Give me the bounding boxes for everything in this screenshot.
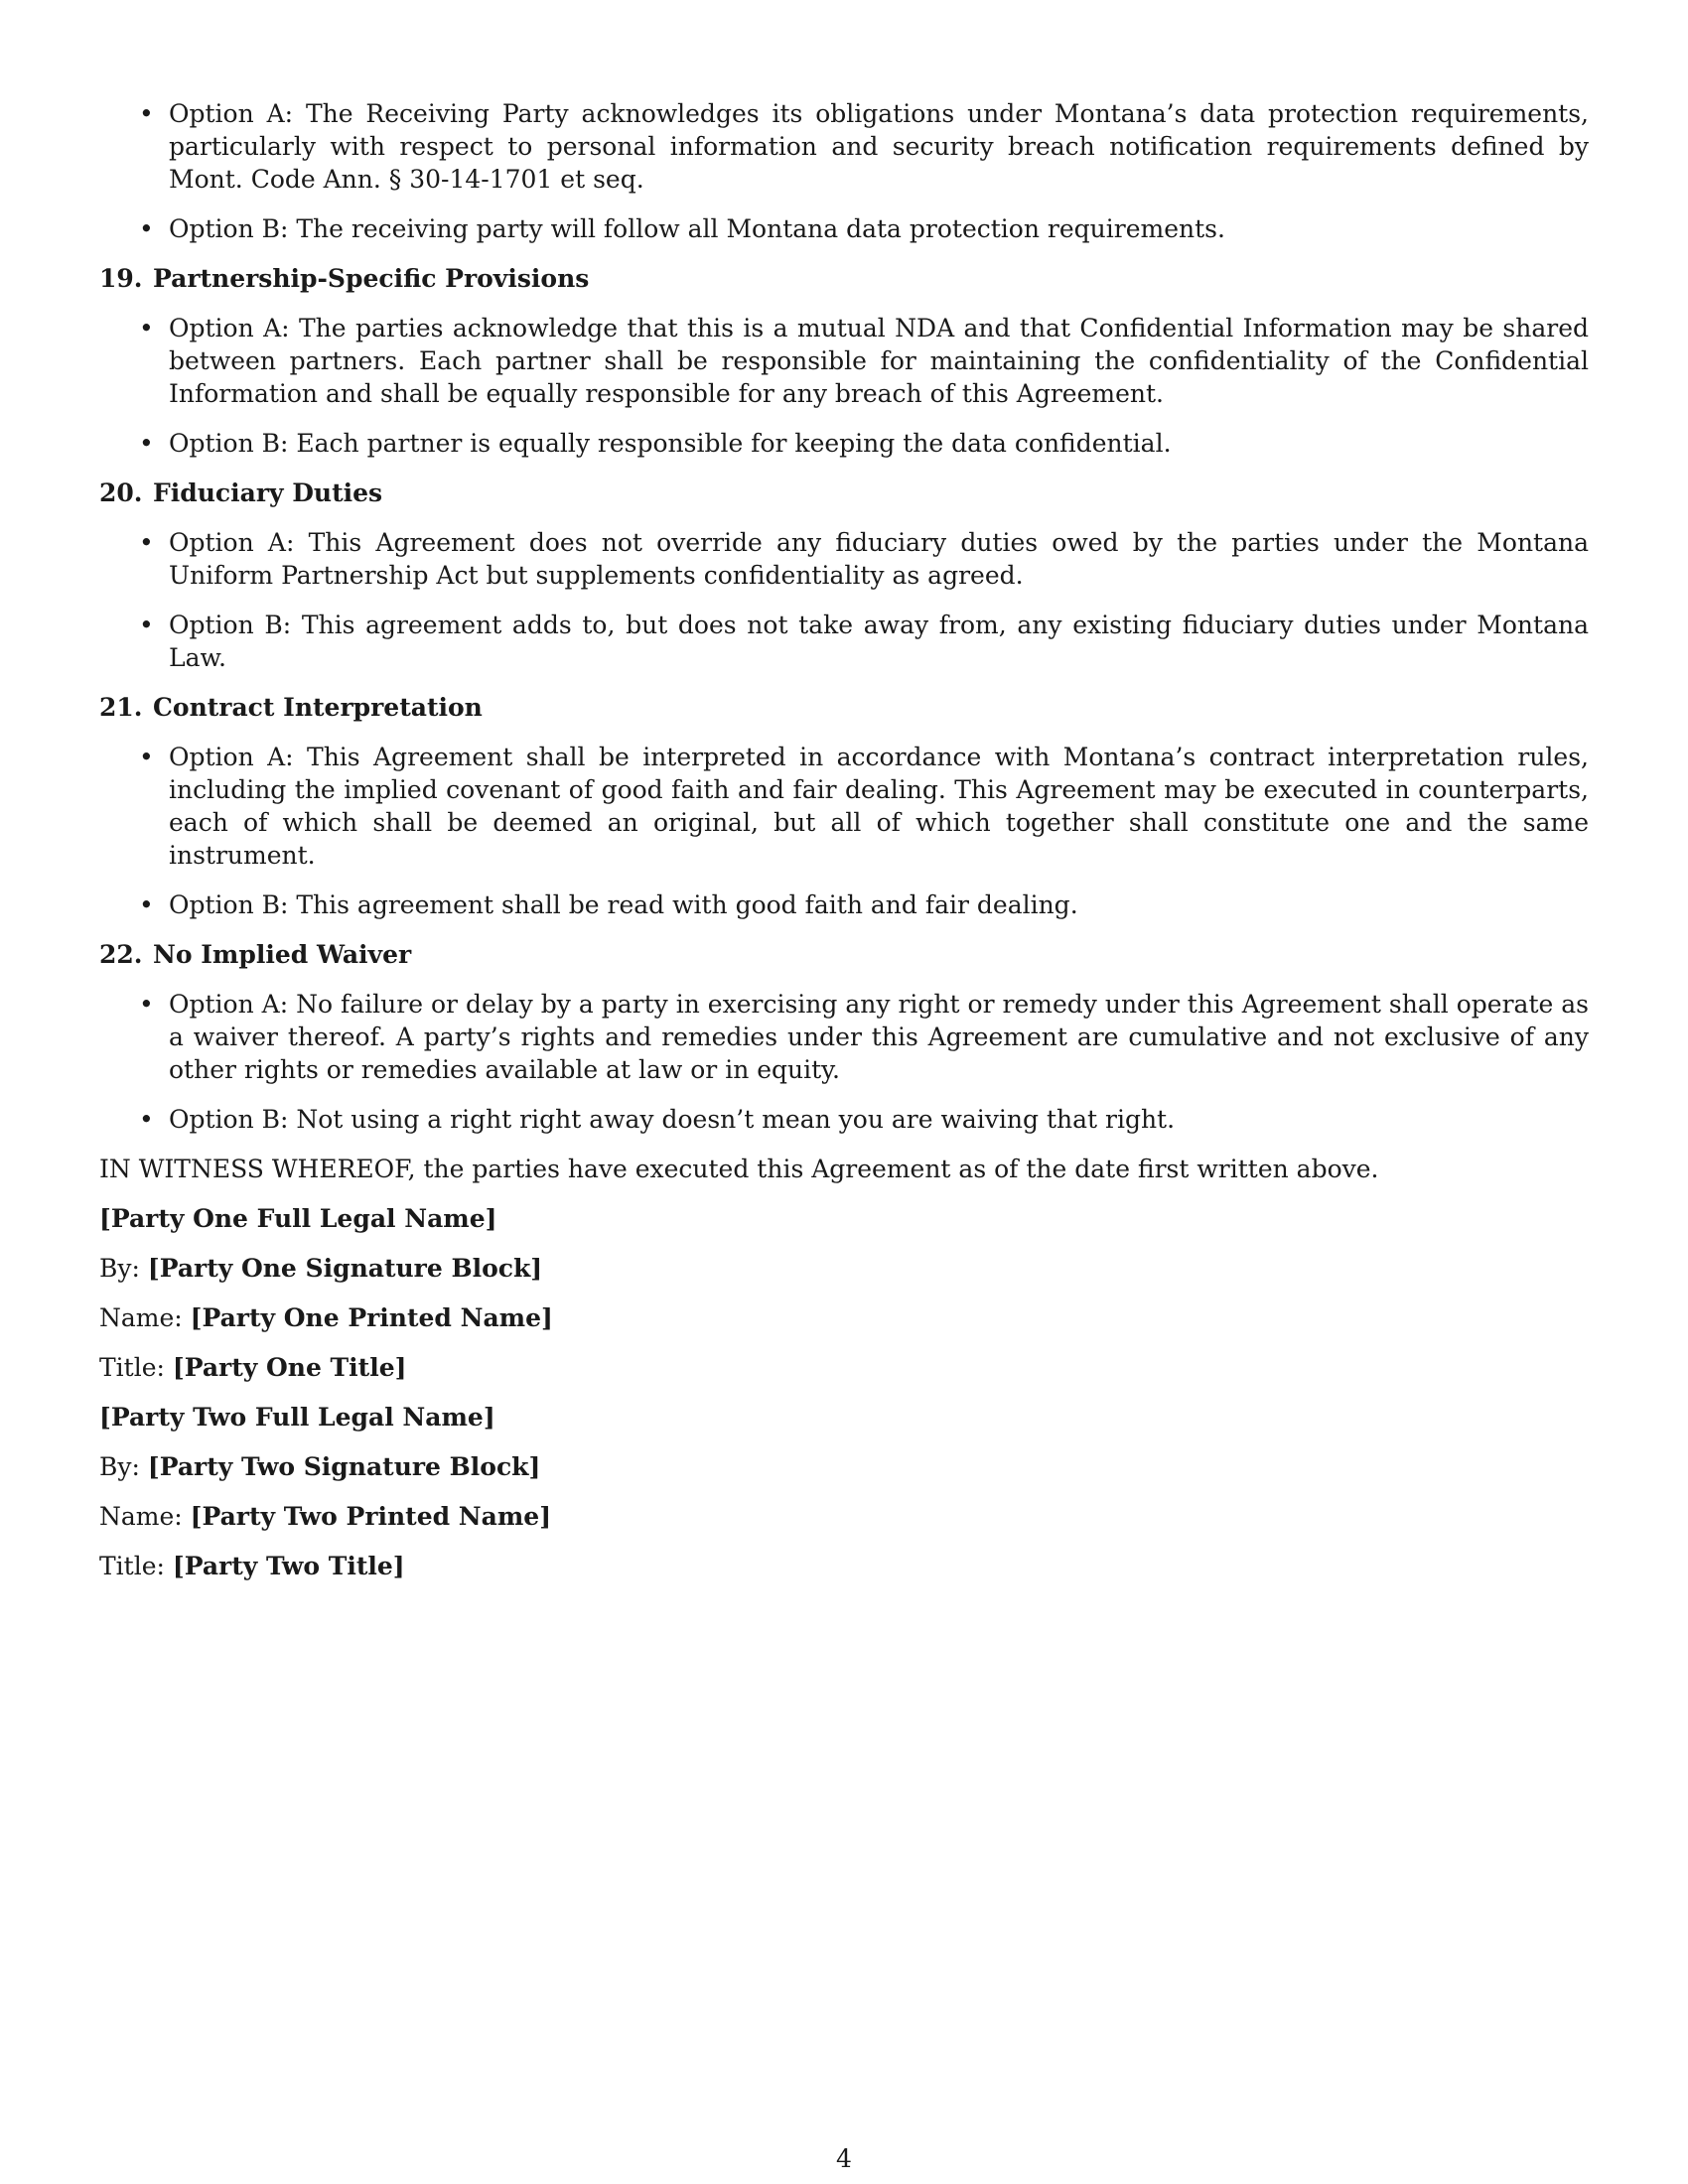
list-item: • Option B: Each partner is equally responsible for keeping the data confidential. <box>99 427 1589 460</box>
party-one-by-line <box>99 1252 1589 1285</box>
section-18-options <box>99 97 1589 245</box>
party-two-signature-value: [Party Two Signature Block] <box>147 1452 541 1481</box>
list-item: • Option A: The Receiving Party acknowledges its obligations under Montana’s data protection requirements, particularly with respect to personal information and security breach notification requirements defined by Mont. Code Ann. § 30-14-1701 et seq. <box>99 97 1589 196</box>
section-title: Partnership-Specific Provisions <box>153 264 590 293</box>
section-heading-21 <box>99 691 1589 724</box>
witness-statement: IN WITNESS WHEREOF, the parties have executed this Agreement as of the date first written above. <box>99 1155 1379 1183</box>
list-item: • Option B: The receiving party will follow all Montana data protection requirements. <box>99 212 1589 245</box>
section-19-options <box>99 312 1589 460</box>
list-item: • Option B: This agreement adds to, but does not take away from, any existing fiduciary duties under Montana Law. <box>99 609 1589 674</box>
party-two-title-line <box>99 1550 1589 1582</box>
section-21-options <box>99 741 1589 921</box>
section-number: 22. <box>99 940 143 969</box>
party-two-by-line <box>99 1450 1589 1483</box>
list-item: • Option A: This Agreement does not override any fiduciary duties owed by the parties under the Montana Uniform Partnership Act but supplements confidentiality as agreed. <box>99 526 1589 592</box>
section-heading-19 <box>99 262 1589 295</box>
title-label: Title: <box>99 1353 173 1382</box>
by-label: By: <box>99 1254 148 1283</box>
party-two-legal-name <box>99 1401 1589 1433</box>
list-item: • Option A: This Agreement shall be interpreted in accordance with Montana’s contract interpretation rules, including the implied covenant of good faith and fair dealing. This Agreement may be executed in counterparts, each of which shall be deemed an original, but all of which together shall constitute one and the same instrument. <box>99 741 1589 872</box>
party-one-signature-value: [Party One Signature Block] <box>147 1254 543 1283</box>
party-one-name-line <box>99 1301 1589 1334</box>
section-heading-20 <box>99 477 1589 509</box>
party-one-printed-name-value: [Party One Printed Name] <box>190 1303 553 1332</box>
party-one-legal-name-value: [Party One Full Legal Name] <box>99 1204 497 1233</box>
signature-block-party-one <box>99 1202 1589 1384</box>
party-two-legal-name-value: [Party Two Full Legal Name] <box>99 1403 495 1432</box>
section-number: 19. <box>99 264 143 293</box>
section-number: 21. <box>99 693 143 722</box>
party-one-title-value: [Party One Title] <box>172 1353 407 1382</box>
section-title: Contract Interpretation <box>153 693 483 722</box>
party-two-title-value: [Party Two Title] <box>172 1552 405 1580</box>
page-content <box>99 97 1589 1599</box>
section-number: 20. <box>99 478 143 507</box>
name-label: Name: <box>99 1303 191 1332</box>
section-20-options <box>99 526 1589 674</box>
name-label: Name: <box>99 1502 191 1531</box>
party-two-name-line <box>99 1500 1589 1533</box>
list-item: • Option A: The parties acknowledge that this is a mutual NDA and that Confidential Information may be shared between partners. Each partner shall be responsible for maintaining the confidentiality of the Confidential Information and shall be equally responsible for any breach of this Agreement. <box>99 312 1589 410</box>
party-two-printed-name-value: [Party Two Printed Name] <box>190 1502 552 1531</box>
section-22-options <box>99 988 1589 1136</box>
list-item: • Option B: This agreement shall be read with good faith and fair dealing. <box>99 888 1589 921</box>
party-one-title-line <box>99 1351 1589 1384</box>
signature-block-party-two <box>99 1401 1589 1582</box>
section-heading-22 <box>99 938 1589 971</box>
list-item: • Option B: Not using a right right away doesn’t mean you are waiving that right. <box>99 1103 1589 1136</box>
title-label: Title: <box>99 1552 173 1580</box>
section-title: No Implied Waiver <box>153 940 412 969</box>
party-one-legal-name <box>99 1202 1589 1235</box>
section-title: Fiduciary Duties <box>153 478 383 507</box>
by-label: By: <box>99 1452 148 1481</box>
list-item: • Option A: No failure or delay by a party in exercising any right or remedy under this Agreement shall operate as a waiver thereof. A party’s rights and remedies under this Agreement are cumulative and not exclusive of any other rights or remedies available at law or in equity. <box>99 988 1589 1086</box>
page-number: 4 <box>836 2144 852 2173</box>
